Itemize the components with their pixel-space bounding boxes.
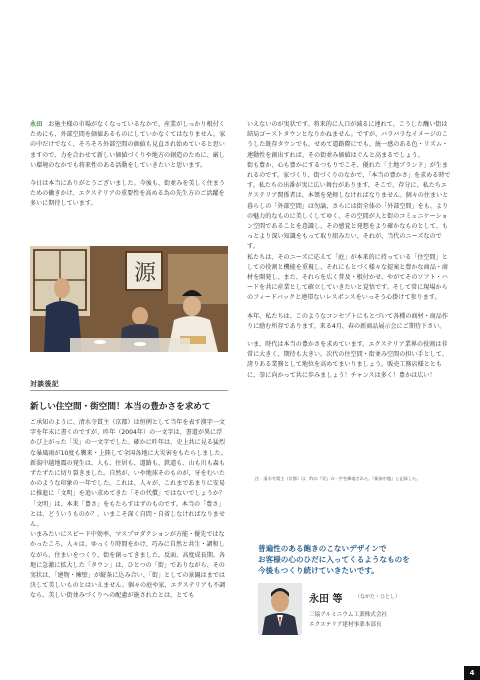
dialogue-text: お施主様の市場がなくなっているなかで、産業がしっかり根付くためにも、外部空間を価値あるものにしていかなくてはなりません。家の中だけでなく、そろそろ外部空間の価値も見直され始めていると思いますので、力を合わせて新しい価値づくりや地方の創造のために、厳しい環境のなかでも将来性のある活動をしていきたいと思います。 (30, 121, 226, 169)
portrait-photo (258, 583, 302, 635)
signature-name: 永田 等 (309, 594, 343, 605)
afterword-section-label: 対談後記 (30, 380, 60, 388)
dialogue-paragraph: 街も豊か、心も豊かにするつもりでこそ、優れた「土地ブランド」が生まれるのです。家づくり、街づくりのなかで、「本当の豊かさ」を求める時です。私たちの出番が実に広い舞台があります。そこで、存分に、私たちエクステリア関係者は、本領を発揮しなければなりません。個々の住まいと暮らしの「外部空間」は勿論、さらには街全体の「外部空間」をも、よりの魅力的なものに美しくしてゆく、その空間が人と街のコミュニケーション空間であることを意識し、その感覚と発想をより確かなものとして、もっとより深い知識をもって取り組みたい、それが、当代のニーズなのです。 (247, 161, 451, 251)
right-dialogue-column (247, 120, 452, 381)
slogan-line: 普遍性のある飽きのこないデザインで (258, 544, 387, 553)
portrait-illustration (258, 583, 302, 635)
dialogue-paragraph: いえないのが実状です。将来的に人口が減るに連れて、こうした醜い街は結局ゴーストタウンとなりかねません。ですが、バラバラなイメージのこうした既存タウンでも、せめて道路際にでも、統一感のある色・リズム・連動性を創出すれば、その街並み価値はぐんと高まるでしょう。 (247, 121, 448, 159)
afterword-paragraph: いまみたいにスピード中効率、マスプロダクションが方能・優先ではなかったころ、人々は、ゆっくり時間をかけ、巧みに自然と共生・調和しながら、住まいをつくり、街を創ってきました。反面、高度成長期、各地に急激に拡大した「タウン」は、ひとつの「街」でありながら、その実状は、「建物・擁壁」が縦条に込み合い、「街」としての景観はまでは決して美しいものとはいえません。個々の庭や家、エクステリアも不調なら、美しい街並みづくりへの配慮が施されたとは、とても (30, 531, 226, 600)
page-number: 4 (464, 666, 480, 680)
dialogue-paragraph: いま、時代は本当の豊かさを求めています。エクステリア業界の役割は非常に大きく、期待も大きい。次代の住空間・街並み空間の担い手として、誇りある業務として地位を高めてまいりましょう。販売工務店様とともに、拳に向かって共に歩みましょう！チャンスは多く！豊かは広い！ (247, 341, 448, 379)
left-dialogue-column (30, 120, 228, 210)
slogan-line: 今後もつくり続けていきたいです。 (258, 566, 379, 575)
afterword-body (30, 418, 228, 602)
slogan (258, 543, 453, 576)
signature-reading: （ながた・ひとし） (355, 594, 401, 600)
dialogue-paragraph: 今日は本当にありがとうございました。今後も、街並みを美しく住まうための働きかけ、エクステリアの重要性を高める為の先生方のご活躍を多いに期待しています。 (30, 180, 225, 208)
dialogue-paragraph (30, 120, 228, 171)
meeting-photo-illustration (30, 246, 228, 352)
meeting-photo (30, 246, 228, 352)
speaker-name: 永田 (30, 121, 43, 128)
dialogue-paragraph: 私たちは、そのニーズに応えて「庭」が本来的に持っている「住空間」としての役割と機能を重視し、それにもとづく様々な提案と豊かな商品・商材を開発し、また、それらを広く普及・根付かせ、やがてそのソフト・ハードを共に産業として確立していきたいと覚悟です。そして常に現場からのフィードバックと連帯ないレスポンスをいっそう心掛けて参ります。 (247, 253, 448, 302)
svg-text:源: 源 (134, 261, 157, 286)
footnote: 注：清水寺貫主（京都）は、昨の『災』の一字を揮毫された。『新潟中越』と記録した。 (255, 476, 421, 481)
slogan-line: お客様の心のひだに入ってくるようなものを (258, 555, 410, 564)
dialogue-paragraph: 本年、私たちは、このようなコンセプトにもとづいて各種の商材・商品作りに励む所存であります。来る4月、春の新商品展示会にご期待下さい。 (247, 312, 448, 330)
signature-title: エクステリア建材事業本部長 (309, 622, 382, 628)
afterword-paragraph: ご承知のように、清水寺貫主（京都）は恒例として当年を表す漢字一文字を年末に書くのですが、昨年（2004年）の一文字は、書道が異に浮かび上がった「災」の一文字でした。確かに昨年は、史上共に見る猛烈な暴風雨が10度も襲来・上陸して全国各地に大災害をもたらしました。新潟中越地震の発生は、人も、住居も、道路も、鉄道も、山も川も森もずたずたに切り裂きました。自然が、いや地球そのものが、牙をむいたかのような印象の一年でした。これは、人々が、これまであまりに安易に推進に「文明」を追い求めてきた「その代償」ではないでしょうか？「文明」は、本来「豊さ」をもたらすはずのものです。本当の「豊さ」とは、どういうものか？、いまこそ深く自問・自省しなければなりません。 (30, 419, 227, 529)
signature-company: 三協アルミニウム工業株式会社 (309, 612, 388, 618)
section-divider (30, 390, 228, 391)
afterword-heading: 新しい住空間・街空間！本当の豊かさを求めて (30, 402, 211, 412)
